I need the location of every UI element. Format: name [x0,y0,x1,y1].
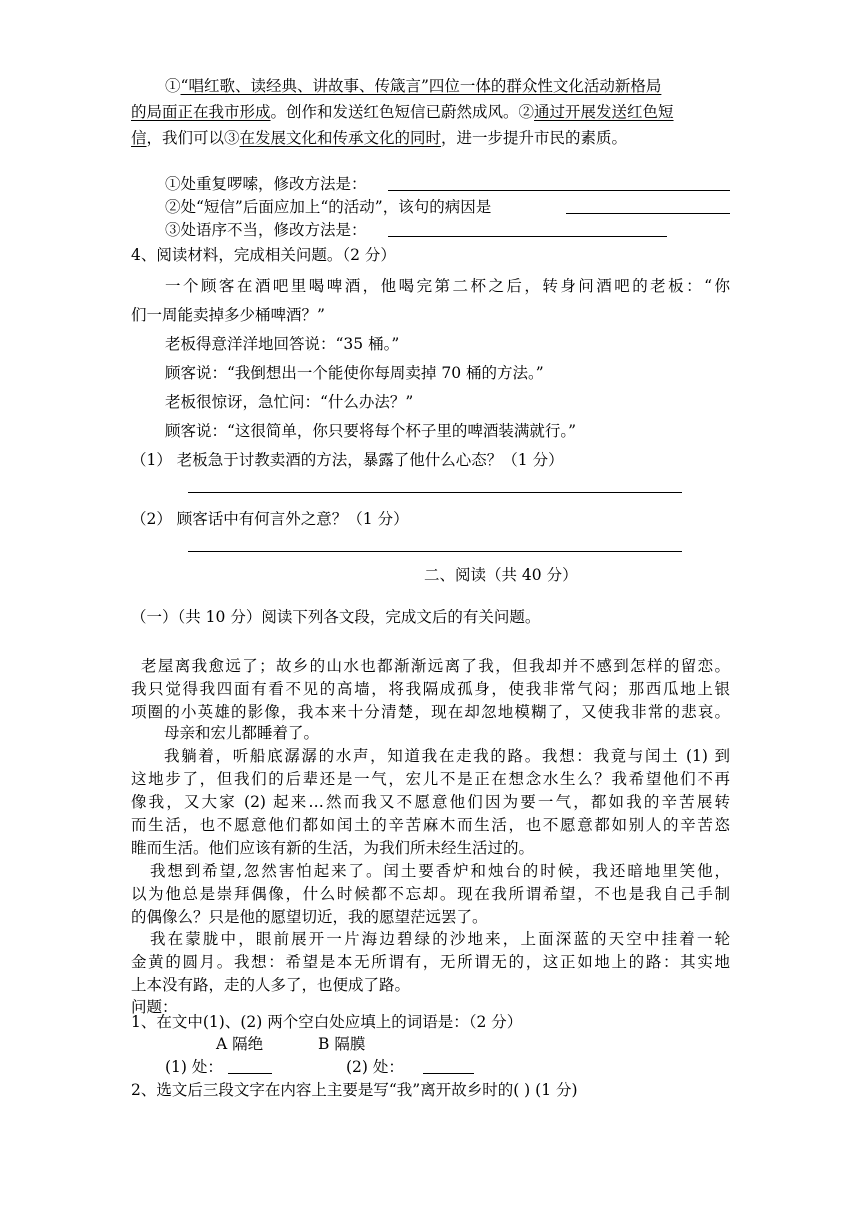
section-part-intro: （一）（共 10 分）阅读下列各文段，完成文后的有关问题。 [131,608,541,626]
passage-line: 的偶像么？只是他的愿望切近，我的愿望茫远罢了。 [131,908,488,926]
q4-story-line: 老板很惊讶，急忙问：“什么办法？” [165,393,414,411]
question-2: 2、选文后三段文字在内容上主要是写“我”离开故乡时的( ) (1 分) [131,1081,578,1099]
section-heading: 二、阅读（共 40 分） [424,566,578,584]
passage-line: 老屋离我愈远了；故乡的山水也都渐渐远离了我，但我却并不感到怎样的留恋。 [141,657,730,675]
passage-line: 睢而生活。他们应该有新的生活，为我们所未经生活过的。 [131,839,535,857]
q3-text: 。创作和发送红色短信已蔚然成风。② [270,103,535,121]
passage-line: 这地步了，但我们的后辈还是一气，宏儿不是正在想念水生么？我希望他们不再 [131,770,730,788]
q3-marker-1: ① [165,77,181,95]
q3-paragraph-line3 [131,128,627,148]
q4-story-line: 老板得意洋洋地回答说：“35 桶。” [165,335,400,353]
q1-option-a: A 隔绝 [216,1035,264,1053]
q4-sub1: （1） 老板急于讨教卖酒的方法，暴露了他什么心态？（1 分） [131,451,564,469]
q4-story-line: 顾客说：“我倒想出一个能使你每周卖掉 70 桶的方法。” [165,364,544,382]
q3-sub2-answer-line[interactable] [566,213,730,214]
q1-option-b: B 隔膜 [318,1035,366,1053]
q4-story-line: 顾客说：“这很简单，你只要将每个杯子里的啤酒装满就行。” [165,422,577,440]
q4-story-line: 一个顾客在酒吧里喝啤酒，他喝完第二杯之后，转身问酒吧的老板：“你 [165,277,730,295]
passage-line: 项圈的小英雄的影像，我本来十分清楚，现在却忽地模糊了，又使我非常的悲哀。 [131,703,730,721]
q1-fill-2-label: (2) 处： [346,1058,404,1076]
q4-sub2-answer-line[interactable] [188,551,682,552]
q3-underlined-1-cont: 的局面正在我市形成 [131,103,271,121]
passage-line: 母亲和宏儿都睡着了。 [164,724,320,742]
passage-line: 我躺着，听船底潺潺的水声，知道我在走我的路。我想：我竟与闰土 (1) 到 [164,747,730,765]
q3-sub3-answer-line[interactable] [388,236,667,237]
q4-title: 4、阅读材料，完成相关问题。（2 分） [131,246,396,264]
passage-line: 我想到希望,忽然害怕起来了。闰土要香炉和烛台的时候，我还暗地里笑他， [150,862,730,880]
q1-fill-2-blank[interactable] [423,1073,474,1074]
q3-sub3: ③处语序不当，修改方法是： [165,221,367,239]
q4-sub2: （2） 顾客话中有何言外之意？（1 分） [131,510,409,528]
q3-sub2: ②处“短信”后面应加上“的活动”，该句的病因是 [165,198,492,216]
questions-label: 问题： [131,998,178,1016]
passage-line: 我只觉得我四面有看不见的高墙，将我隔成孤身，使我非常气闷；那西瓜地上银 [131,680,730,698]
q1-fill-1-blank[interactable] [228,1073,272,1074]
q3-underlined-3: 在发展文化和传承文化的同时 [239,129,442,147]
q3-underlined-2: 通过开展发送红色短 [534,103,674,121]
q3-sub1-answer-line[interactable] [388,190,730,191]
q3-text: ，我们可以③ [146,129,240,147]
q3-paragraph-line1 [165,76,661,96]
q4-story-line: 们一周能卖掉多少桶啤酒？” [131,306,325,324]
q3-underlined-1: “唱红歌、读经典、讲故事、传箴言”四位一体的群众性文化活动新格局 [180,77,662,95]
q3-paragraph-line2 [131,102,674,122]
passage-line: 以为他总是崇拜偶像，什么时候都不忘却。现在我所谓希望，不也是我自己手制 [131,885,730,903]
passage-line: 我在蒙胧中，眼前展开一片海边碧绿的沙地来，上面深蓝的天空中挂着一轮 [150,930,730,948]
passage-line: 像我，又大家 (2) 起来…然而我又不愿意他们因为要一气，都如我的辛苦展转 [131,793,730,811]
q3-sub1: ①处重复啰嗦，修改方法是： [165,175,367,193]
q3-underlined-2-cont: 信 [131,129,147,147]
passage-line: 上本没有路，走的人多了，也便成了路。 [131,976,411,994]
q3-text: ，进一步提升市民的素质。 [441,129,628,147]
passage-line: 金黄的圆月。我想：希望是本无所谓有，无所谓无的，这正如地上的路：其实地 [131,953,730,971]
q4-sub1-answer-line[interactable] [188,492,682,493]
passage-line: 而生活，也不愿意他们都如闰土的辛苦麻木而生活，也不愿意都如别人的辛苦恣 [131,816,730,834]
question-1: 1、在文中(1)、(2) 两个空白处应填上的词语是：（2 分） [131,1013,523,1031]
q1-fill-1-label: (1) 处： [165,1058,223,1076]
